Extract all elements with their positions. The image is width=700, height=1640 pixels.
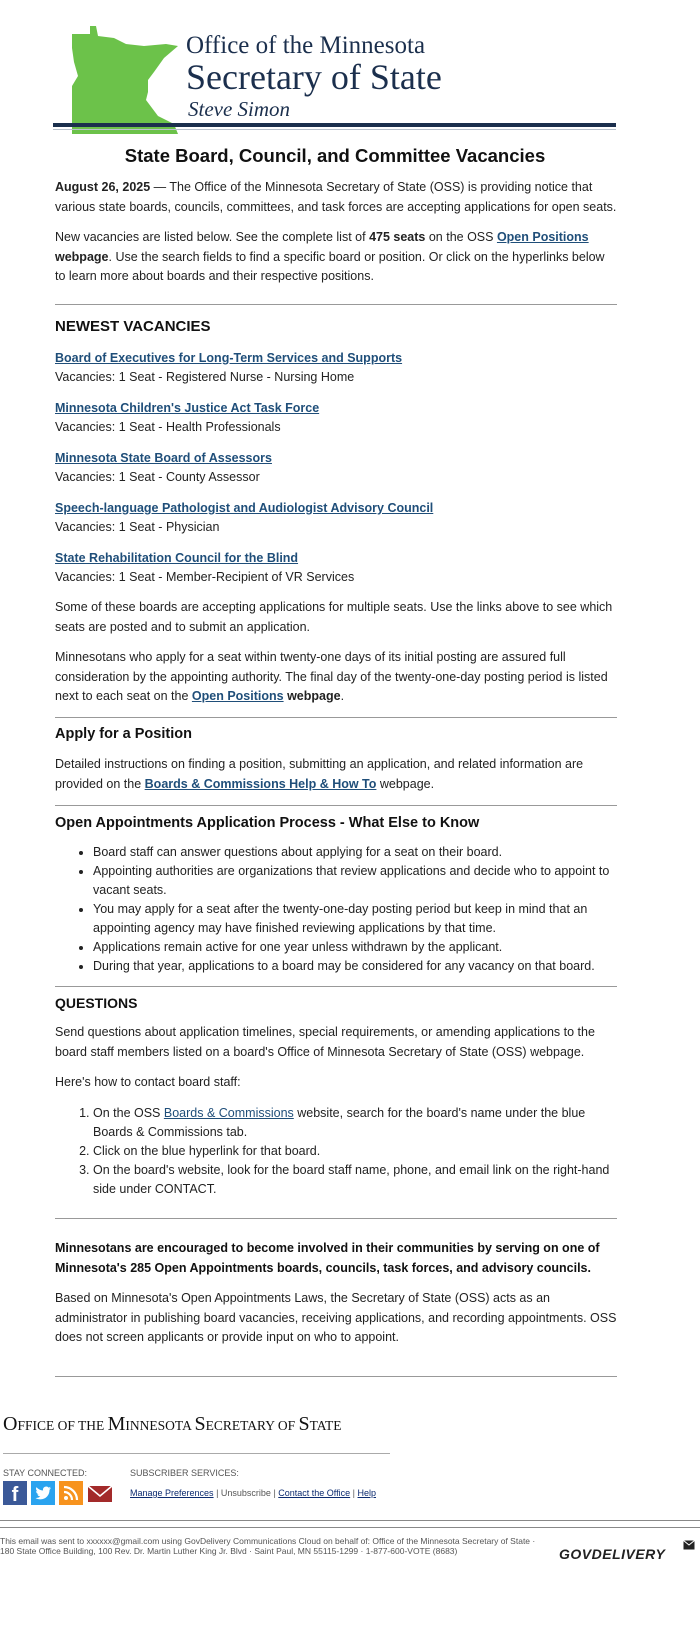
page-title: State Board, Council, and Committee Vacancies	[124, 145, 546, 166]
vacancy-description: Vacancies: 1 Seat - Member-Recipient of VR Services	[55, 570, 355, 584]
office-smallcaps: FFICE OF THE	[17, 1418, 108, 1433]
footer-bottom-rule	[0, 1520, 700, 1521]
office-letter: O	[3, 1413, 18, 1435]
vacancy-list	[55, 349, 617, 599]
posting-period-note	[55, 648, 617, 707]
link-separator: |	[350, 1488, 358, 1498]
closing-bold-paragraph: Minnesotans are encouraged to become involved in their communities by serving on one of Minnesota's 285 Open Appointments boards, councils, task forces, and advisory councils.	[55, 1241, 600, 1275]
list-item: • Appointing authorities are organizations that review applications and decide who to appoint to vacant seats.	[93, 862, 623, 900]
social-icons	[3, 1481, 115, 1507]
minnesota-map-icon	[66, 24, 186, 136]
header-rule-thick	[53, 123, 616, 127]
subscriber-links	[130, 1488, 376, 1498]
list-item	[93, 1104, 623, 1142]
open-positions-link-2[interactable]: Open Positions	[191, 689, 284, 703]
list-item: • During that year, applications to a board may be considered for any vacancy on that board.	[93, 957, 623, 976]
list-item: • You may apply for a seat after the twenty-one-day posting period but keep in mind that an appointing agency may have finished reviewing applications by that time.	[93, 900, 623, 938]
office-title-line2: Secretary of State	[186, 57, 442, 97]
govdelivery-envelope-icon	[683, 1540, 695, 1550]
intro-paragraph-2	[55, 228, 617, 287]
contact-office-link[interactable]: Contact the Office	[278, 1488, 351, 1498]
twitter-icon[interactable]	[31, 1481, 55, 1505]
manage-preferences-link[interactable]: Manage Preferences	[130, 1488, 214, 1498]
posting-note-text: Minnesotans who apply for a seat within twenty-one days of its initial posting are assured full consideration by the appointing authority. The final day of the twenty-one-day posting period is listed next to each seat on the	[55, 650, 608, 703]
divider	[55, 986, 617, 987]
office-smallcaps: ECRETARY OF	[205, 1418, 299, 1433]
vacancy-description: Vacancies: 1 Seat - Health Professionals	[55, 420, 281, 434]
vacancy-item	[55, 499, 617, 549]
vacancy-item	[55, 549, 617, 599]
closing-paragraph: Based on Minnesota's Open Appointments Laws, the Secretary of State (OSS) acts as an administrator in publishing board vacancies, receiving applications, and recording appointments. OSS does not screen applicants or provide input on who to appoint.	[55, 1291, 617, 1344]
questions-heading: QUESTIONS	[55, 995, 138, 1011]
rss-icon[interactable]	[59, 1481, 83, 1505]
stay-connected-label: STAY CONNECTED:	[3, 1468, 88, 1478]
contact-intro: Here's how to contact board staff:	[55, 1075, 241, 1089]
email-icon[interactable]	[87, 1481, 113, 1505]
questions-paragraph: Send questions about application timelines, special requirements, or amending applications to the board staff members listed on a board's Office of Minnesota Secretary of State (OSS) webpage.	[55, 1025, 595, 1059]
footer-rule	[3, 1453, 390, 1454]
vacancy-link-long-term-services[interactable]: Board of Executives for Long-Term Services and Supports	[55, 351, 403, 365]
divider	[55, 805, 617, 806]
unsubscribe-link[interactable]: Unsubscribe	[220, 1488, 271, 1498]
apply-paragraph	[55, 755, 617, 794]
list-item: 2. Click on the blue hyperlink for that board.	[93, 1142, 623, 1161]
footer-office-name	[3, 1413, 342, 1436]
process-heading: Open Appointments Application Process - What Else to Know	[55, 815, 480, 831]
office-letter: M	[107, 1413, 126, 1435]
list-item: • Board staff can answer questions about applying for a seat on their board.	[93, 843, 623, 862]
help-how-to-link[interactable]: Boards & Commissions Help & How To	[144, 776, 377, 791]
intro-p2-text-b: on the OSS	[425, 230, 497, 244]
govdelivery-logo	[555, 1540, 697, 1568]
footer-bottom-rule-2	[0, 1527, 700, 1528]
apply-text-a: Detailed instructions on finding a position, submitting an application, and related information are provided on the	[55, 757, 584, 791]
intro-text: — The Office of the Minnesota Secretary of State (OSS) is providing notice that various state boards, councils, committees, and task forces are accepting applications for open seats.	[55, 180, 617, 214]
posting-note-end: .	[340, 689, 345, 703]
vacancy-description: Vacancies: 1 Seat - County Assessor	[55, 470, 260, 484]
boards-commissions-link[interactable]: Boards & Commissions	[163, 1106, 294, 1120]
vacancy-description: Vacancies: 1 Seat - Registered Nurse - Nursing Home	[55, 370, 355, 384]
process-bullet-list	[55, 843, 623, 976]
office-smallcaps: INNESOTA	[125, 1418, 195, 1433]
apply-heading: Apply for a Position	[55, 726, 192, 742]
header	[53, 24, 616, 134]
office-smallcaps: TATE	[309, 1418, 342, 1433]
vacancy-item	[55, 349, 617, 399]
step-text: website, search for the board's name under the blue Boards & Commissions tab.	[93, 1106, 586, 1139]
divider	[55, 304, 617, 305]
divider	[55, 717, 617, 718]
vacancy-link-board-of-assessors[interactable]: Minnesota State Board of Assessors	[55, 451, 272, 465]
vacancy-link-childrens-justice[interactable]: Minnesota Children's Justice Act Task Force	[55, 401, 320, 415]
vacancy-item	[55, 399, 617, 449]
list-item: • Applications remain active for one year unless withdrawn by the applicant.	[93, 938, 623, 957]
intro-paragraph	[55, 178, 617, 217]
seat-count: 475 seats	[369, 230, 426, 244]
email-disclaimer: This email was sent to xxxxxx@gmail.com using GovDelivery Communications Cloud on behalf of: Office of the Minnesota Secretary of State · 180 State Office Building, 100 Rev. Dr. Martin Luther King Jr. Blvd · Saint Paul, MN 55115-1299 · 1-877-600-VOTE (8683)	[0, 1536, 536, 1556]
subscriber-services-label: SUBSCRIBER SERVICES:	[130, 1468, 239, 1478]
header-rule-thin	[53, 129, 616, 130]
intro-webpage-word: webpage	[55, 249, 109, 264]
open-positions-link[interactable]: Open Positions	[496, 230, 589, 244]
vacancy-description: Vacancies: 1 Seat - Physician	[55, 520, 220, 534]
newest-vacancies-heading: NEWEST VACANCIES	[55, 318, 211, 335]
office-letter: S	[194, 1413, 206, 1435]
intro-p2-text-a: New vacancies are listed below. See the complete list of	[55, 230, 370, 244]
list-item: 3. On the board's website, look for the board staff name, phone, and email link on the right-hand side under CONTACT.	[93, 1161, 623, 1199]
office-holder-name: Steve Simon	[188, 97, 291, 121]
intro-date: August 26, 2025	[55, 180, 151, 194]
link-separator: |	[270, 1488, 279, 1498]
apply-text-b: webpage.	[376, 776, 435, 791]
intro-p2-text-c: . Use the search fields to find a specific board or position. Or click on the hyperlinks below to learn more about boards and their respective positions.	[55, 249, 605, 283]
govdelivery-wordmark: GOVDELIVERY	[559, 1546, 666, 1562]
facebook-icon[interactable]: f	[3, 1481, 27, 1505]
posting-webpage-word: webpage	[287, 689, 341, 703]
multiple-seats-note: Some of these boards are accepting applications for multiple seats. Use the links above to see which seats are posted and to submit an application.	[55, 600, 613, 634]
divider	[55, 1376, 617, 1377]
link-separator: |	[213, 1488, 221, 1498]
office-letter: S	[298, 1413, 310, 1435]
office-title-line1: Office of the Minnesota	[186, 32, 426, 59]
step-text: On the OSS	[93, 1106, 164, 1120]
vacancy-item	[55, 449, 617, 499]
help-link[interactable]: Help	[357, 1488, 377, 1498]
vacancy-link-rehabilitation-blind[interactable]: State Rehabilitation Council for the Blind	[55, 551, 299, 565]
vacancy-link-speech-language[interactable]: Speech-language Pathologist and Audiologist Advisory Council	[55, 501, 434, 515]
divider	[55, 1218, 617, 1219]
contact-steps-list	[55, 1104, 623, 1199]
